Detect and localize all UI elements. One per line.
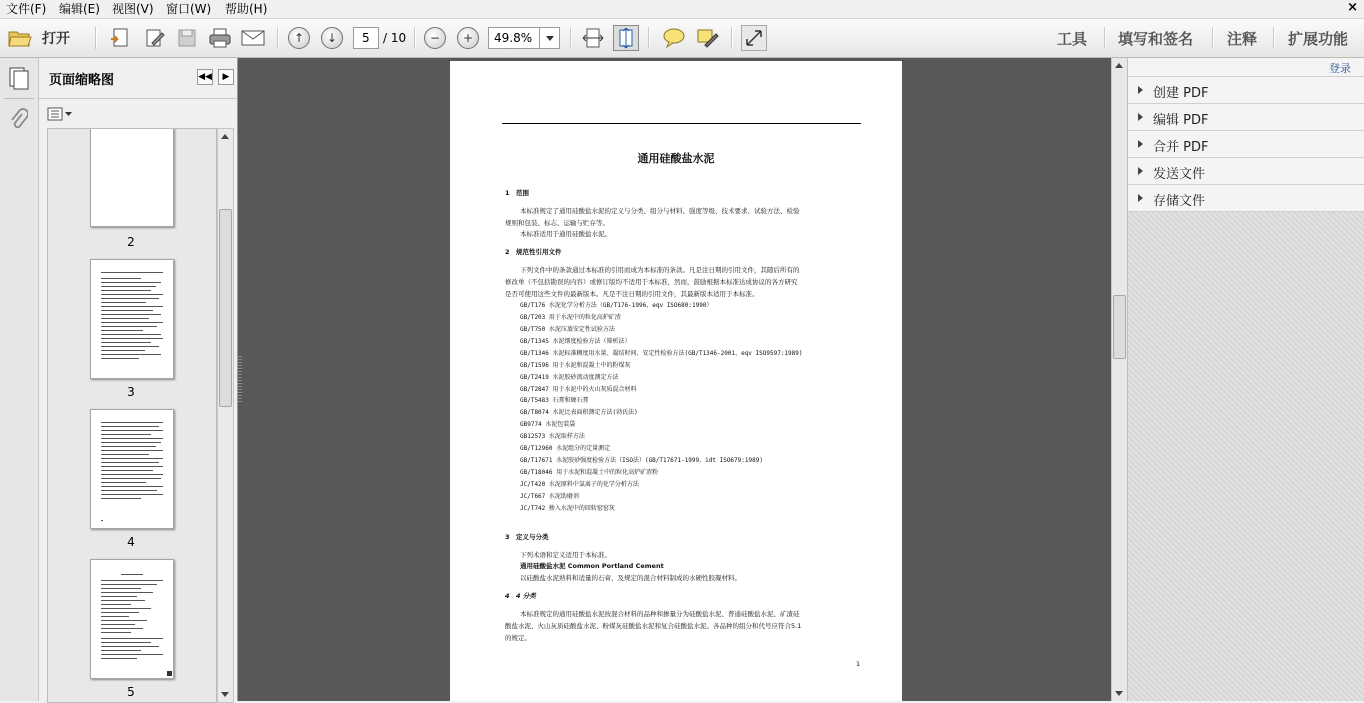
reference-item: JC/T667 水泥助磨剂 [520,493,579,500]
paragraph-line: 的规定。 [505,634,531,642]
email-button[interactable] [239,25,267,51]
page-navigation [353,25,409,51]
reference-item: GB/T1345 水泥细度检验方法（筛析法） [520,338,631,345]
reference-item: GB/T8074 水泥比表面积测定方法(勃氏法) [520,409,638,416]
paragraph-line: 是否可使用这些文件的最新版本。凡是不注日期的引用文件，其最新版本适用于本标准。 [505,290,759,298]
expand-icon [744,28,764,48]
reference-item: GB/T2847 用于水泥中的火山灰质混合材料 [520,386,637,393]
section-heading: 3 定义与分类 [505,533,549,541]
save-icon [176,27,198,49]
arrow-up-icon: ↑ [288,27,310,49]
reference-item: GB9774 水泥包装袋 [520,421,576,428]
send-file-label: 发送文件 [1153,167,1206,182]
menu-view[interactable]: 视图(V) [112,2,154,16]
fit-page-icon [616,27,636,49]
reference-item: JC/T420 水泥原料中氯离子的化学分析方法 [520,481,639,488]
reference-item: GB/T203 用于水泥中的粒化高炉矿渣 [520,314,621,321]
paragraph-line: 规则和包装、标志、运输与贮存等。 [505,219,609,227]
fit-page-button[interactable] [613,25,639,51]
login-link[interactable]: 登录 [1329,62,1351,75]
menu-edit[interactable]: 编辑(E) [59,2,100,16]
chevron-down-icon [546,36,554,41]
paragraph-line: 酸盐水泥、火山灰质硅酸盐水泥、粉煤灰硅酸盐水泥和复合硅酸盐水泥。各品种的组分和代号应符合5.1 [505,622,802,630]
fit-width-button[interactable] [580,25,606,51]
thumbnail-page-current[interactable] [90,559,174,679]
thumbnail-options-button[interactable] [47,106,73,122]
page-thumbnails-tab[interactable] [5,64,33,92]
full-screen-button[interactable] [741,25,767,51]
plus-icon: + [457,27,479,49]
edit-pdf-label: 编辑 PDF [1153,113,1209,128]
reference-item: GB/T1346 水泥标准稠度用水量、凝结时间、安定性检验方法(GB/T1346-2001，eqv ISO9597:1989) [520,350,803,357]
zoom-value[interactable]: 49.8% [488,27,540,49]
printer-icon [208,27,232,49]
page-number-input[interactable]: 5 [353,27,379,49]
expand-arrow-icon [1138,140,1143,148]
menu-window[interactable]: 窗口(W) [166,2,212,16]
thumbnail-page-number: 3 [127,385,135,399]
previous-page-button[interactable] [287,25,311,51]
paragraph-line: 本标准适用于通用硅酸盐水泥。 [520,230,611,238]
scrollbar-thumb[interactable] [219,209,232,407]
expand-arrow-icon [1138,194,1143,202]
thumbnail-list [47,128,217,703]
thumbnail-page[interactable] [90,409,174,529]
create-pdf-label: 创建 PDF [1153,86,1209,101]
page-total: / 10 [383,31,407,45]
arrow-down-icon: ↓ [321,27,343,49]
reference-item: GB/T1596 用于水泥和混凝土中的粉煤灰 [520,362,631,369]
scroll-up-icon[interactable] [1115,63,1123,68]
folder-icon [8,28,32,48]
paperclip-icon [10,108,28,132]
thumbnail-page[interactable] [90,128,174,227]
zoom-dropdown[interactable] [540,27,560,49]
print-button[interactable] [206,25,234,51]
store-file-item[interactable] [1128,185,1364,212]
reference-item: GB/T176 水泥化学分析方法（GB/T176-1996，eqv ISO680:1990） [520,302,713,309]
merge-pdf-label: 合并 PDF [1153,140,1209,155]
document-title: 通用硅酸盐水泥 [637,152,715,165]
envelope-icon [241,29,265,47]
merge-pdf-item[interactable] [1128,131,1364,158]
thumbnail-page-number: 4 [127,535,135,549]
scrollbar-thumb[interactable] [1113,295,1126,359]
reference-item: GB/T5483 石膏和硬石膏 [520,397,589,404]
save-button[interactable] [173,25,201,51]
menu-bar [0,0,1364,19]
expand-panel-button[interactable]: ▶ [218,69,234,85]
reference-item: GB12573 水泥取样方法 [520,433,585,440]
open-label: 打开 [42,31,70,47]
close-document-button[interactable]: × [1347,0,1358,15]
scroll-down-icon[interactable] [221,692,229,697]
header-rule [502,123,861,124]
comment-tab[interactable]: 注释 [1227,30,1258,48]
extended-tab[interactable]: 扩展功能 [1288,30,1349,48]
edit-document-icon [144,27,166,49]
menu-help[interactable]: 帮助(H) [225,2,268,16]
scroll-up-icon[interactable] [221,134,229,139]
paragraph-line: 修改单（不包括勘误的内容）或修订版均不适用于本标准，然而，鼓励根据本标准达成协议的各方研究 [505,278,798,286]
pages-icon [8,66,30,90]
panel-title: 页面缩略图 [49,73,115,88]
thumbnail-page-number: 2 [127,235,135,249]
expand-arrow-icon [1138,86,1143,94]
navigation-icon-bar [0,58,39,701]
reference-item: GB/T12960 水泥组分的定量测定 [520,445,611,452]
paragraph-line: 本标准规定了通用硅酸盐水泥的定义与分类、组分与材料、强度等级、技术要求、试验方法、检验 [520,207,800,215]
thumbnail-scrollbar[interactable] [217,128,234,703]
comment-bubble-icon [662,27,686,49]
paragraph-line: 以硅酸盐水泥熟料和适量的石膏、及规定的混合材料制成的水硬性胶凝材料。 [520,574,741,582]
create-button[interactable] [106,25,134,51]
section-heading: 4 4 分类 [505,592,536,600]
thumbnail-page[interactable] [90,259,174,379]
reference-item: GB/T18046 用于水泥和混凝土中的粒化高炉矿渣粉 [520,469,659,476]
edit-pdf-item[interactable] [1128,104,1364,131]
paragraph-line: 下列术语和定义适用于本标准。 [520,551,611,559]
fit-width-icon [582,27,604,49]
menu-file[interactable]: 文件(F) [6,2,47,16]
send-file-item[interactable] [1128,158,1364,185]
collapse-panel-button[interactable]: ◀◀ [197,69,213,85]
zoom-in-button[interactable] [456,25,480,51]
thumbnail-page-number: 5 [127,685,135,699]
store-file-label: 存储文件 [1153,194,1206,209]
add-comment-button[interactable] [660,25,688,51]
page-footer-number: 1 [856,660,861,668]
toolbar [0,19,1364,58]
document-view[interactable] [238,58,1111,701]
minus-icon: − [424,27,446,49]
attachments-tab[interactable] [5,106,33,134]
edit-button[interactable] [141,25,169,51]
reference-item: GB/T17671 水泥胶砂强度检验方法（ISO法）(GB/T17671-1999，idt ISO679:1989) [520,457,763,464]
expand-arrow-icon [1138,167,1143,175]
pdf-page [450,61,902,701]
create-pdf-item[interactable] [1128,77,1364,104]
fill-sign-tab[interactable]: 填写和签名 [1118,30,1194,48]
highlight-text-button[interactable] [694,25,722,51]
options-list-icon [47,107,73,121]
tools-tab[interactable]: 工具 [1057,30,1088,48]
task-panel [1127,58,1364,701]
document-scrollbar[interactable] [1111,58,1127,701]
panel-splitter[interactable] [238,356,242,404]
highlighter-icon [696,27,720,49]
zoom-select[interactable] [488,25,560,51]
reference-item: GB/T2419 水泥胶砂流动度测定方法 [520,374,619,381]
reference-item: JC/T742 掺入水泥中的回转窑窑灰 [520,505,615,512]
expand-arrow-icon [1138,113,1143,121]
scroll-down-icon[interactable] [1115,691,1123,696]
paragraph-line: 下列文件中的条款通过本标准的引用而成为本标准的条款。凡是注日期的引用文件，其随后所有的 [520,266,800,274]
section-heading: 1 范围 [505,189,530,197]
next-page-button[interactable] [320,25,344,51]
term-definition: 通用硅酸盐水泥 Common Portland Cement [520,562,664,570]
section-heading: 2 规范性引用文件 [505,248,562,256]
open-button[interactable] [8,25,82,51]
paragraph-line: 本标准规定的通用硅酸盐水泥按混合材料的品种和掺量分为硅酸盐水泥、普通硅酸盐水泥、矿渣硅 [520,610,800,618]
zoom-out-button[interactable] [423,25,447,51]
reference-item: GB/T750 水泥压蒸安定性试验方法 [520,326,615,333]
create-document-icon [109,27,131,49]
